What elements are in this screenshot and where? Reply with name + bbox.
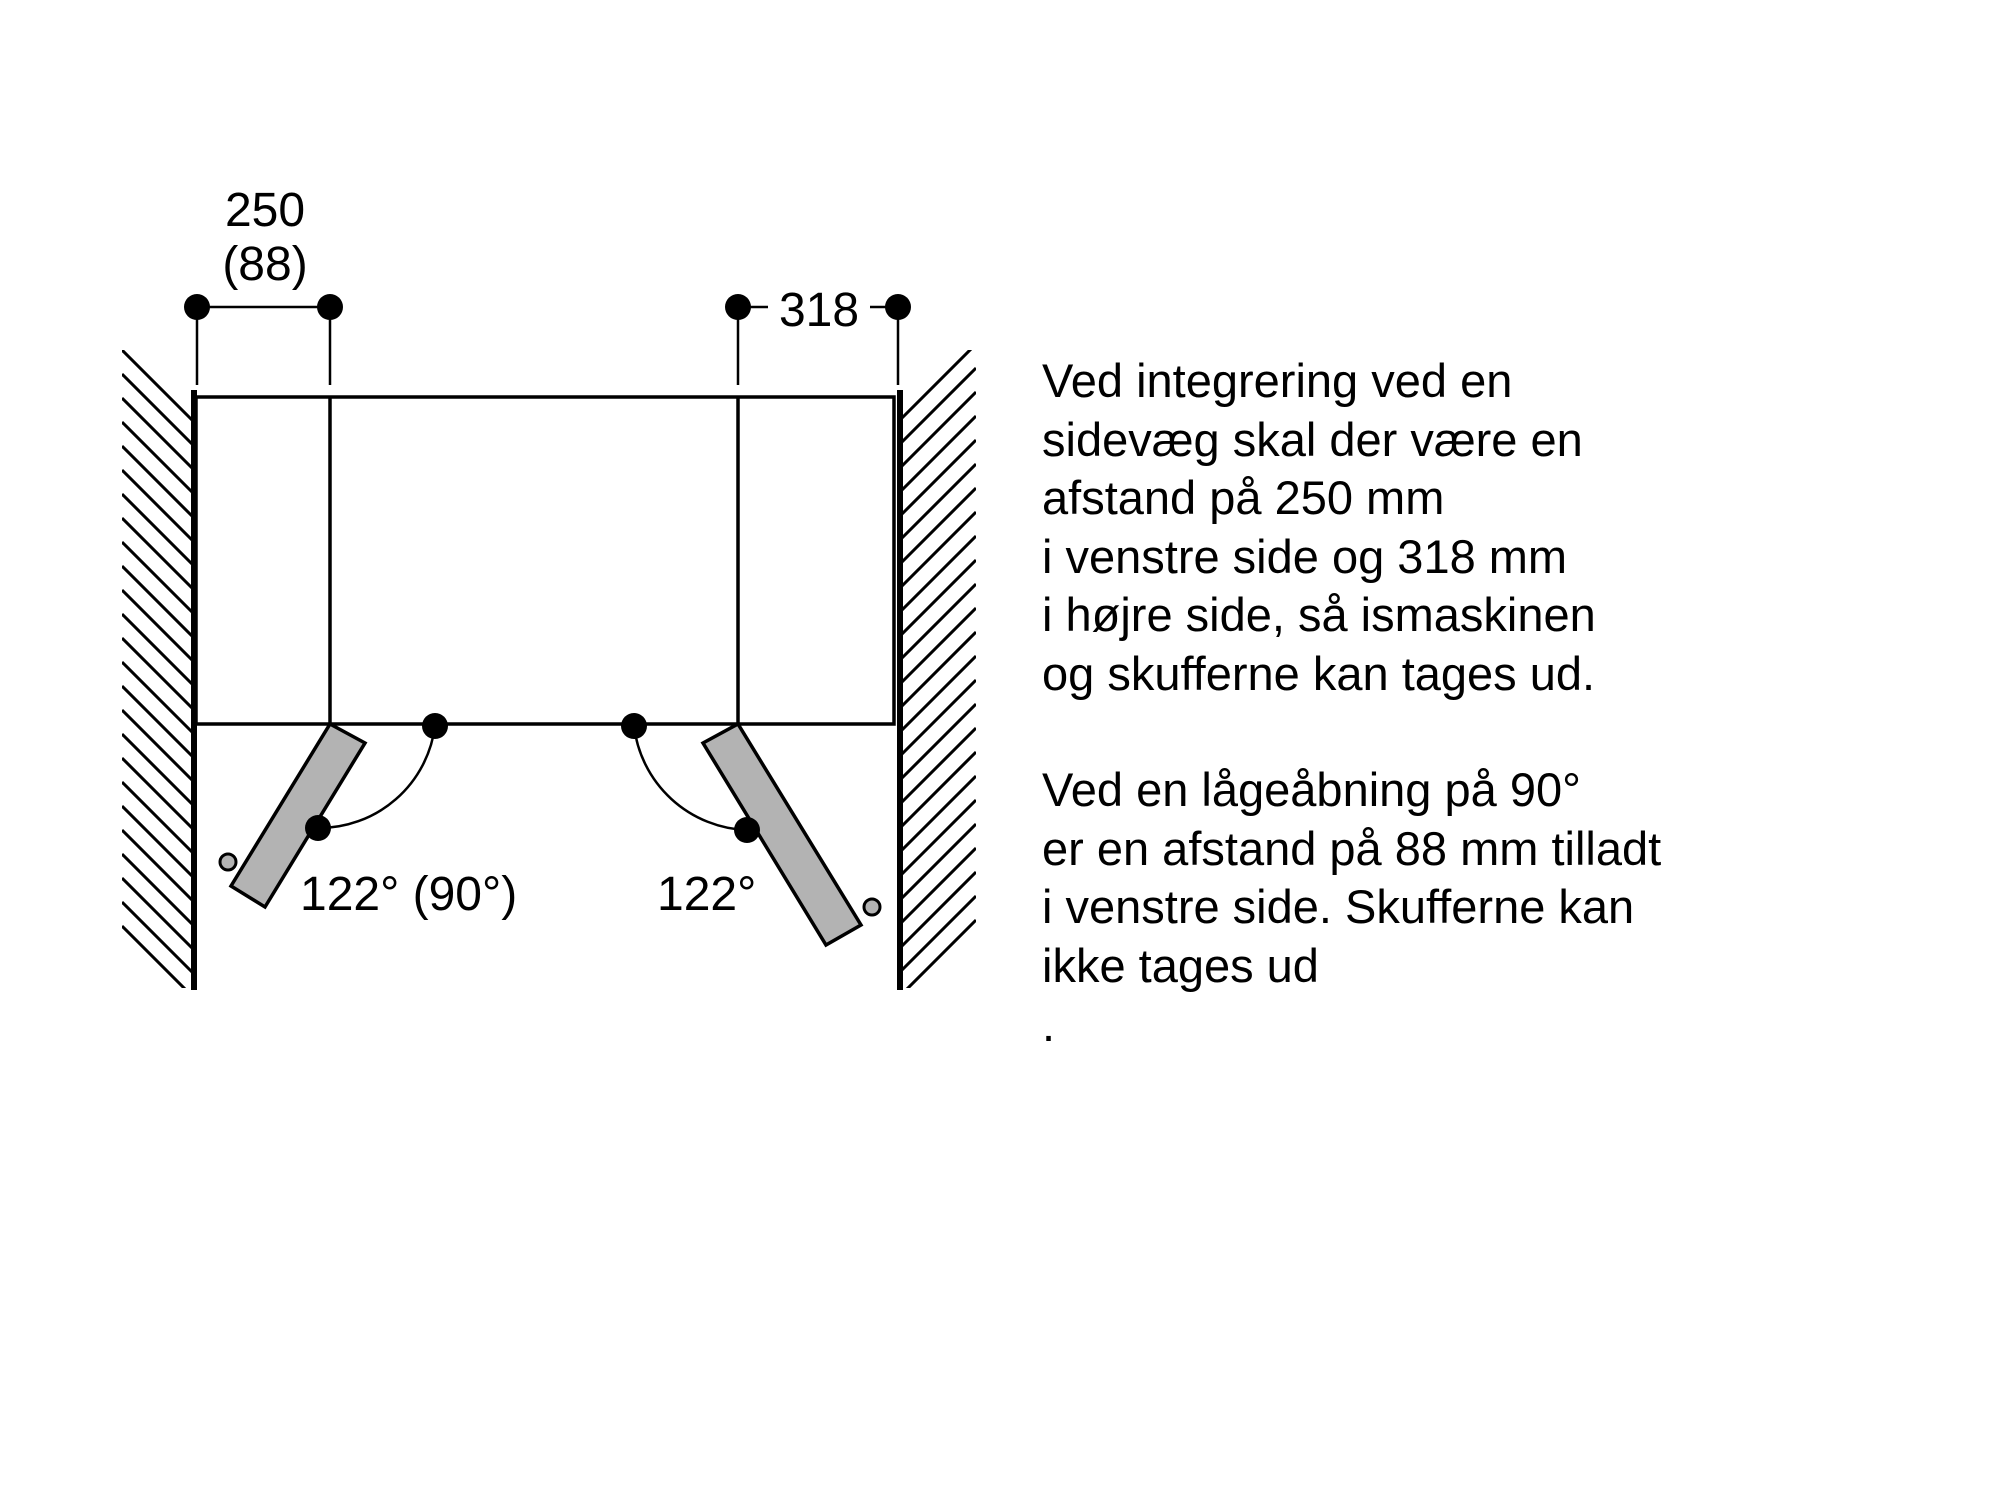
left-swing-end-dot (422, 713, 448, 739)
left-wall (122, 350, 194, 998)
right-handle-icon (864, 899, 880, 915)
note-line: i venstre side. Skufferne kan (1042, 880, 1635, 933)
right-wall-hatching (900, 344, 976, 996)
left-clearance-alt-label: (88) (222, 238, 308, 291)
left-handle-icon (220, 854, 236, 870)
note-line: og skufferne kan tages ud. (1042, 646, 1596, 700)
right-clearance-dimension (725, 284, 911, 385)
left-dimension-start-dot (184, 294, 210, 320)
left-wall-hatching (122, 350, 194, 998)
note-line: afstand på 250 mm (1042, 471, 1445, 524)
right-wall (900, 344, 976, 996)
left-clearance-label: 250 (224, 184, 306, 237)
right-hinge-dot (734, 817, 760, 843)
right-clearance-label: 318 (778, 284, 860, 337)
right-dimension-end-dot (885, 294, 911, 320)
note-line: i venstre side og 318 mm (1042, 529, 1568, 583)
right-swing-end-dot (621, 713, 647, 739)
note-line: Ved integrering ved en (1042, 354, 1513, 407)
left-door-swing (220, 713, 517, 921)
cabinet-outline (196, 397, 894, 724)
right-angle-label: 122° (657, 868, 757, 921)
trailing-dot: . (1042, 998, 1056, 1051)
note-line: Ved en lågeåbning på 90° (1042, 763, 1581, 816)
note-line: ikke tages ud (1042, 938, 1319, 992)
left-hinge-dot (305, 815, 331, 841)
appliance-body (196, 397, 894, 724)
left-dimension-end-dot (317, 294, 343, 320)
note-line: i højre side, så ismaskinen (1042, 588, 1596, 641)
clearance-note (1042, 352, 1596, 703)
left-clearance-dimension (184, 184, 343, 385)
note-line: sidevæg skal der være en (1042, 412, 1583, 466)
right-dimension-start-dot (725, 294, 751, 320)
right-door-swing (621, 713, 880, 945)
note-line: er en afstand på 88 mm tilladt (1042, 821, 1662, 875)
door-opening-note (1042, 761, 1661, 995)
left-angle-label: 122° (90°) (300, 868, 518, 921)
